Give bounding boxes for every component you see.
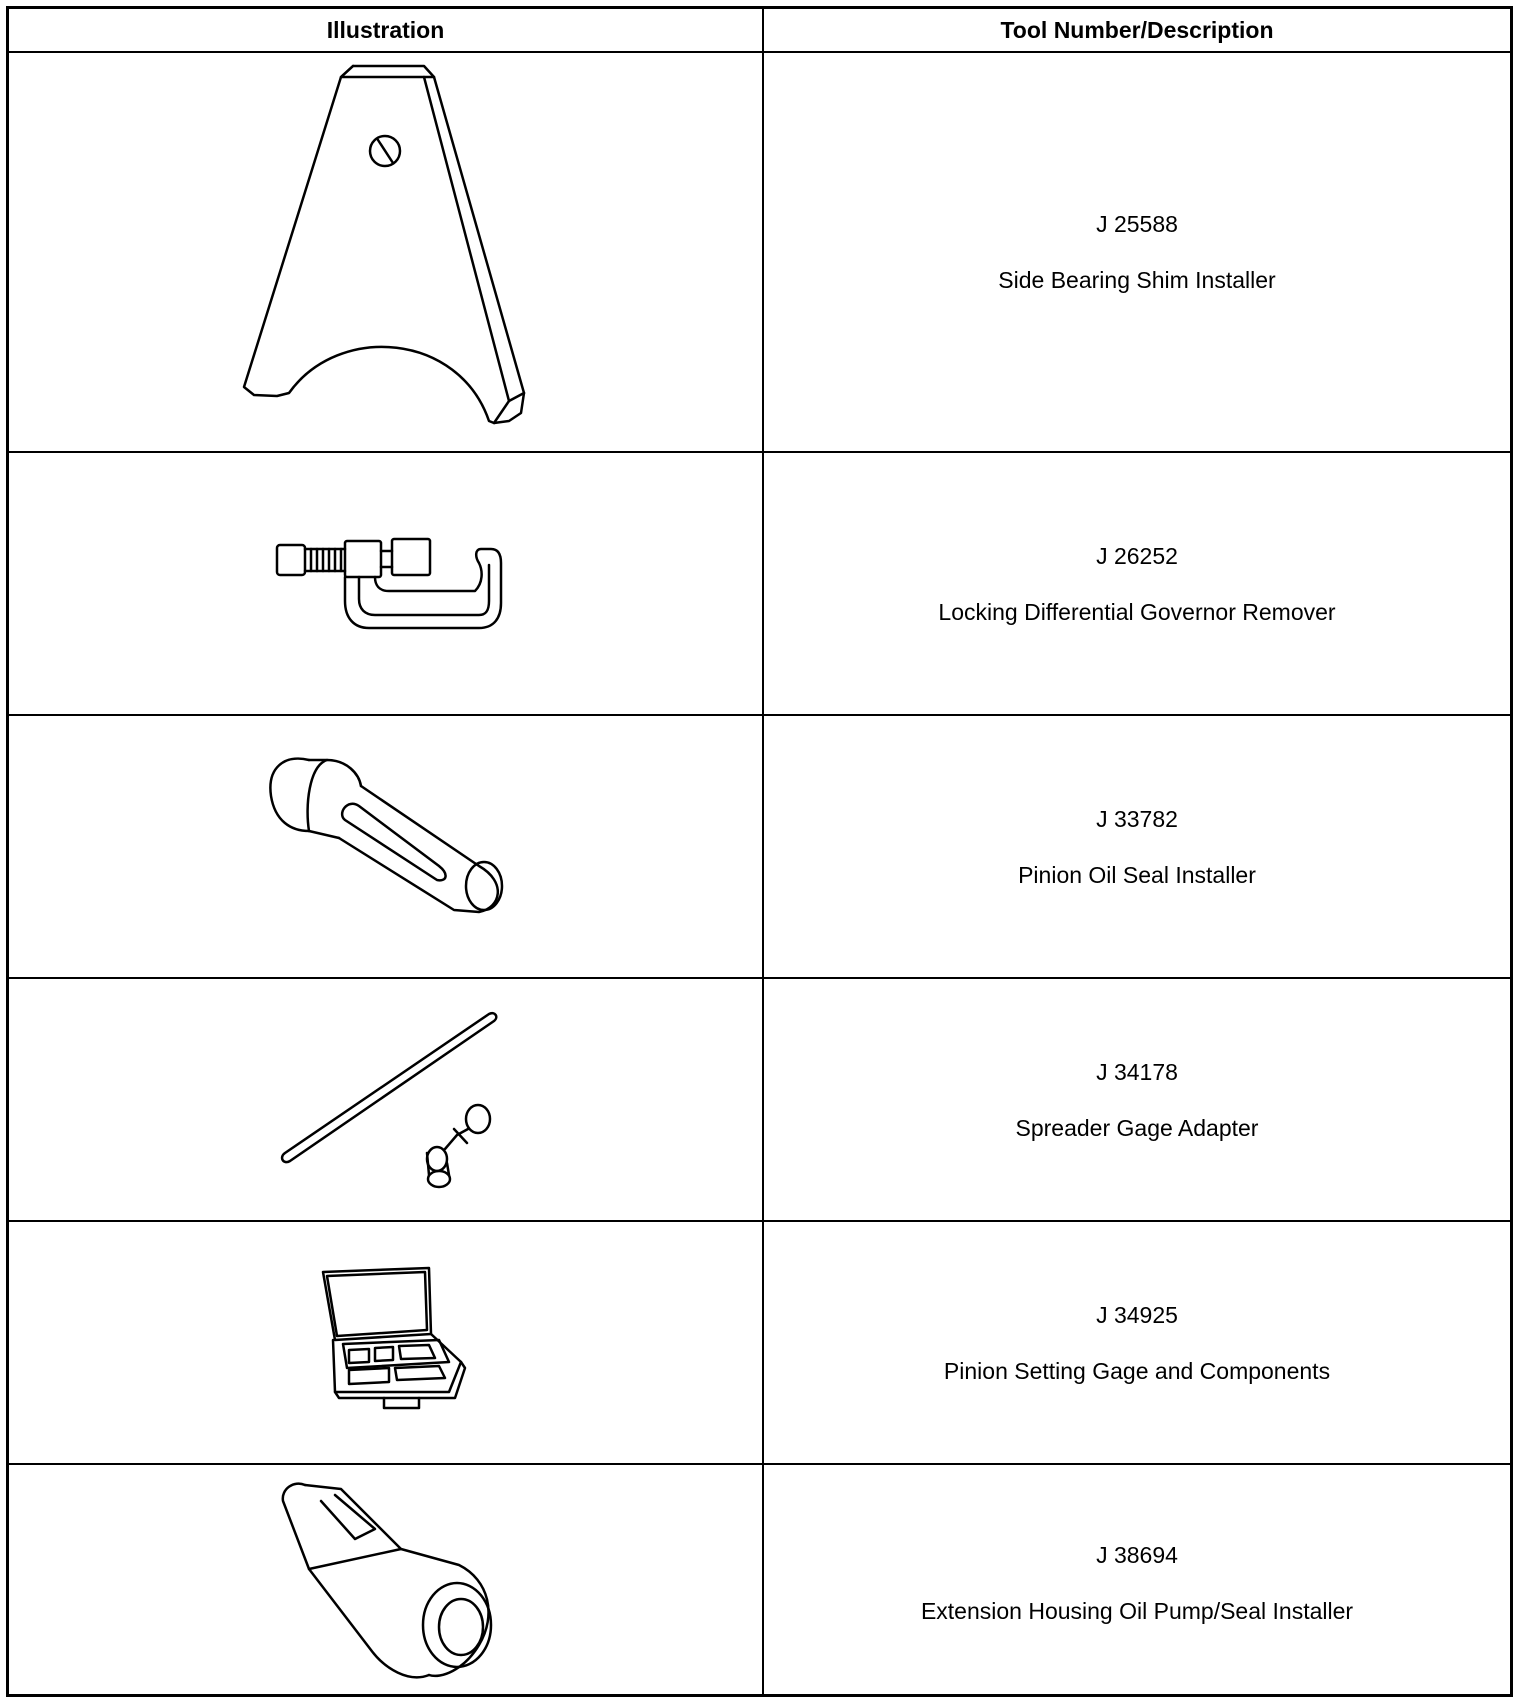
tool-description: Spreader Gage Adapter — [1015, 1114, 1259, 1141]
column-header-illustration: Illustration — [326, 16, 445, 43]
tool-description: Side Bearing Shim Installer — [998, 267, 1276, 293]
tool-number: J 34925 — [1096, 1301, 1178, 1328]
shim-installer-illustration — [9, 53, 762, 451]
tool-description-cell — [764, 53, 1510, 451]
tool-description-cell — [764, 716, 1510, 977]
tool-description-cell — [764, 453, 1510, 714]
column-header-tool: Tool Number/Description — [1000, 16, 1274, 43]
tool-description: Extension Housing Oil Pump/Seal Installer — [920, 1597, 1354, 1624]
spreader-gage-adapter-illustration — [9, 979, 762, 1220]
tool-description: Locking Differential Governor Remover — [938, 598, 1336, 625]
tool-number: J 38694 — [1096, 1541, 1178, 1568]
tool-number: J 33782 — [1096, 805, 1178, 832]
tool-number: J 34178 — [1096, 1058, 1178, 1085]
tool-description: Pinion Oil Seal Installer — [1018, 861, 1256, 888]
extension-housing-installer-illustration — [9, 1465, 762, 1700]
tool-table — [6, 6, 1513, 1697]
pinion-gage-kit-illustration — [9, 1222, 762, 1463]
tool-description: Pinion Setting Gage and Components — [943, 1357, 1331, 1384]
tool-description-cell — [764, 1465, 1510, 1700]
governor-remover-illustration — [9, 453, 762, 714]
pinion-seal-installer-illustration — [9, 716, 762, 977]
tool-description-cell — [764, 1222, 1510, 1463]
tool-number: J 26252 — [1096, 542, 1178, 569]
tool-description-cell — [764, 979, 1510, 1220]
tool-number: J 25588 — [1096, 211, 1178, 237]
